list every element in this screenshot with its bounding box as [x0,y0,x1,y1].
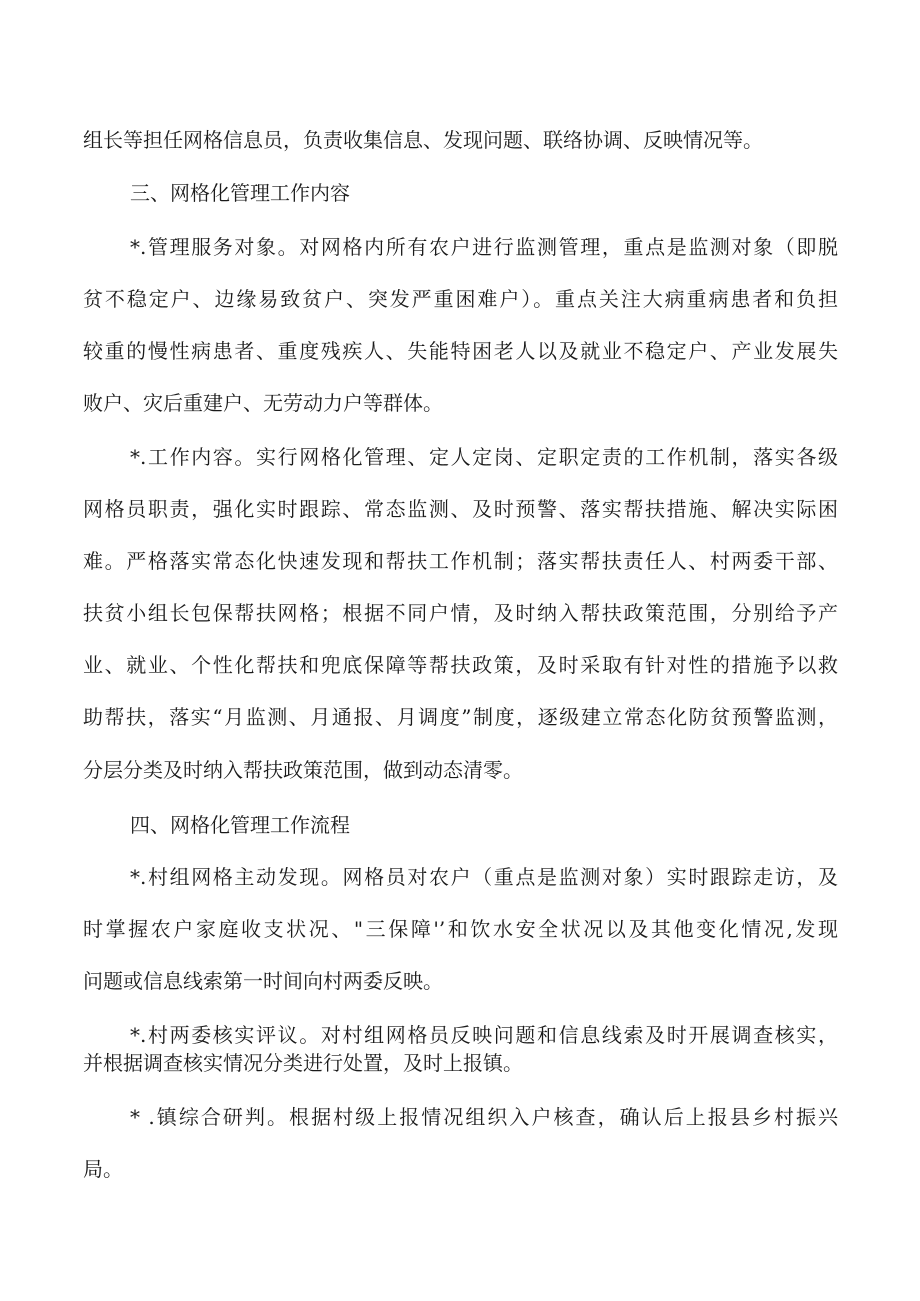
paragraph-line: *.村组网格主动发现。网格员对农户（重点是监测对象）实时跟踪走访，及 [130,865,838,889]
paragraph-line: * .镇综合研判。根据村级上报情况组织入户核查，确认后上报县乡村振兴 [130,1105,838,1129]
paragraph-line: *.管理服务对象。对网格内所有农户进行监测管理，重点是监测对象（即脱 [130,235,838,259]
paragraph-line: 难。严格落实常态化快速发现和帮扶工作机制；落实帮扶责任人、村两委干部、 [83,549,838,573]
paragraph-line: 助帮扶，落实“月监测、月通报、月调度”制度，逐级建立常态化防贫预警监测， [83,705,838,729]
paragraph-line: 并根据调查核实情况分类进行处置，及时上报镇。 [83,1051,523,1075]
paragraph-line: 败户、灾后重建户、无劳动力户等群体。 [83,391,443,415]
paragraph-line: 组长等担任网格信息员，负责收集信息、发现问题、联络协调、反映情况等。 [83,128,763,152]
paragraph-line: 问题或信息线索第一时间向村两委反映。 [83,969,443,993]
paragraph-line: 时掌握农户家庭收支状况、"三保障'’和饮水安全状况以及其他变化情况,发现 [83,917,838,941]
paragraph-line: 局。 [83,1157,123,1181]
paragraph-line: 分层分类及时纳入帮扶政策范围，做到动态清零。 [83,758,523,782]
paragraph-line: 贫不稳定户、边缘易致贫户、突发严重困难户）。重点关注大病重病患者和负担 [83,287,838,311]
paragraph-line: 业、就业、个性化帮扶和兜底保障等帮扶政策，及时采取有针对性的措施予以救 [83,653,838,677]
section-heading: 三、网格化管理工作内容 [130,181,350,205]
paragraph-line: 网格员职责，强化实时跟踪、常态监测、及时预警、落实帮扶措施、解决实际困 [83,497,838,521]
paragraph-line: *.村两委核实评议。对村组网格员反映问题和信息线索及时开展调查核实， [130,1023,838,1047]
paragraph-line: *.工作内容。实行网格化管理、定人定岗、定职定责的工作机制，落实各级 [130,445,838,469]
paragraph-line: 较重的慢性病患者、重度残疾人、失能特困老人以及就业不稳定户、产业发展失 [83,339,838,363]
section-heading: 四、网格化管理工作流程 [130,813,350,837]
paragraph-line: 扶贫小组长包保帮扶网格；根据不同户情，及时纳入帮扶政策范围，分别给予产 [83,601,838,625]
